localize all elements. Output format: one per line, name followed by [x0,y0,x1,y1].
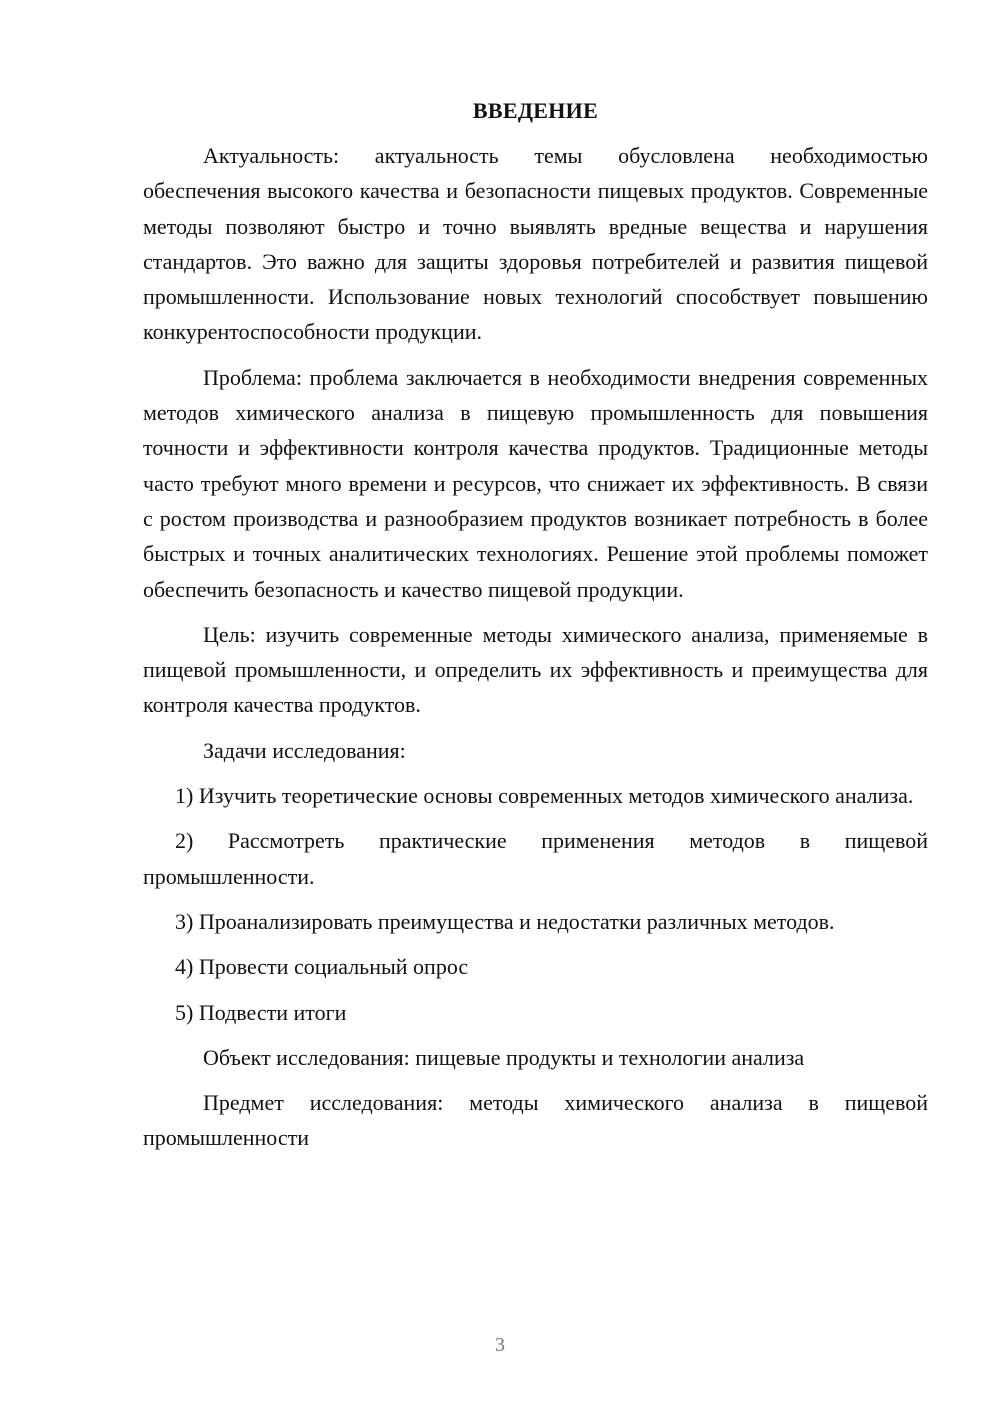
tasks-title: Задачи исследования: [203,737,406,763]
section-heading: ВВЕДЕНИЕ [472,98,599,123]
goal-paragraph: Цель: изучить современные методы химического анализа, применяемые в пищевой промышленности, и определить их эффективность и преимущества для контроля качества продуктов. [143,621,928,718]
task-item-5: 5) Подвести итоги [175,999,347,1025]
relevance-paragraph: Актуальность: актуальность темы обусловлена необходимостью обеспечения высокого качества и безопасности пищевых продуктов. Современные методы позволяют быстро и точно выявлять вредные вещества и нарушения стандартов. Это важно для защиты здоровья потребителей и развития пищевой промышленности. Использование новых технологий способствует повышению конкурентоспособности продукции. [143,143,928,345]
subject-paragraph: Предмет исследования: методы химического анализа в пищевой промышленности [143,1090,928,1151]
object-paragraph: Объект исследования: пищевые продукты и технологии анализа [203,1044,805,1070]
page-number: 3 [495,1334,505,1356]
task-item-3: 3) Проанализировать преимущества и недостатки различных методов. [175,908,835,934]
task-item-4: 4) Провести социальный опрос [175,954,469,980]
task-item-1: 1) Изучить теоретические основы современных методов химического анализа. [175,783,914,809]
problem-paragraph: Проблема: проблема заключается в необходимости внедрения современных методов химического анализа в пищевую промышленность для повышения точности и эффективности контроля качества продуктов. Традиционные методы часто требуют много времени и ресурсов, что снижает их эффективность. В связи с ростом производства и разнообразием продуктов возникает потребность в более быстрых и точных аналитических технологиях. Решение этой проблемы поможет обеспечить безопасность и качество пищевой продукции. [143,364,928,602]
task-item-2: 2) Рассмотреть практические применения методов в пищевой промышленности. [143,828,928,889]
document-page [143,96,928,1166]
